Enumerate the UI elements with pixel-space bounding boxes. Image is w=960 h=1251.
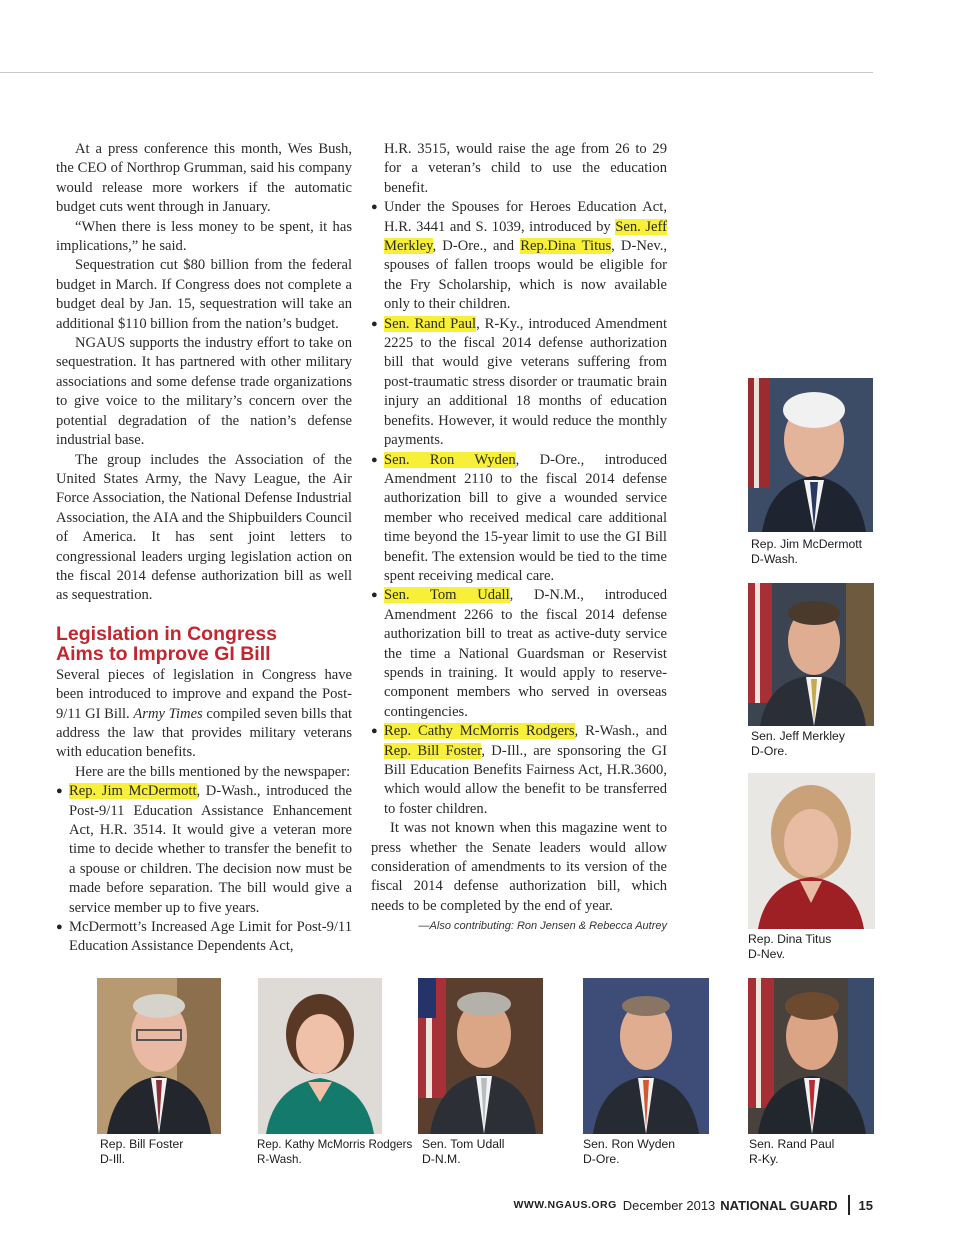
photo-caption: Sen. Ron Wyden D-Ore. (583, 1137, 676, 1166)
bill-list-continued (371, 140, 667, 819)
list-item: ● McDermott’s Increased Age Limit for Post-9/11 Education Assistance Dependents Act, (56, 918, 352, 957)
highlighted-name: Sen. Tom Udall (384, 587, 510, 604)
highlighted-name: Sen. Rand Paul (384, 315, 477, 332)
portrait-paul (748, 978, 874, 1134)
portrait-merkley (748, 583, 874, 726)
list-intro: Here are the bills mentioned by the newspaper: (75, 763, 351, 780)
highlighted-name: Sen. Ron Wyden (384, 451, 516, 468)
photo-caption: Rep. Kathy McMorris Rodgers R-Wash. (257, 1138, 413, 1166)
list-item-continuation: H.R. 3515, would raise the age from 26 to 29 for a veteran’s child to use the education benefit. (384, 141, 667, 196)
article-column-1 (56, 140, 352, 957)
list-item: ● Sen. Ron Wyden, D-Ore., introduced Amendment 2110 to the fiscal 2014 defense authorization bill to give a wounded service member who received medical care additional time beyond the 15-year limit to use the GI Bill benefit. The extension would be tied to the time spent receiving medical care. (371, 451, 667, 587)
list-item: ● Under the Spouses for Heroes Education Act, H.R. 3441 and S. 1039, introduced by Sen. Jeff Merkley, D-Ore., and Rep.Dina Titus, D-Nev., spouses of fallen troops would be eligible for the Fry Scholarship, which is now available only to their children. (371, 198, 667, 314)
body-paragraph: NGAUS supports the industry effort to take on sequestration. It has partnered with other military associations and some defense trade organizations to give voice to the military’s concern over the potential degradation of the nation’s defense industrial base. (56, 335, 352, 449)
photo-caption: Sen. Jeff Merkley D-Ore. (751, 729, 845, 758)
section-heading-line1: Legislation in Congress (56, 622, 278, 645)
photo-caption: Sen. Rand Paul R-Ky. (749, 1137, 835, 1166)
publication-name: Army Times (133, 705, 203, 722)
contributor-credit: —Also contributing: Ron Jensen & Rebecca Autrey (418, 920, 667, 933)
highlighted-name: Rep.Dina Titus (520, 238, 612, 255)
body-paragraph: “When there is less money to be spent, it has implications,” he said. (56, 218, 352, 255)
portrait-rodgers (258, 978, 382, 1134)
highlighted-name: Rep. Bill Foster (384, 742, 482, 759)
body-paragraph: The group includes the Association of the United States Army, the Navy League, the Air Force Association, the National Defense Industrial Association, the AIA and the Shipbuilders Council of America. It has sent joint letters to congressional leaders urging legislation action on the fiscal 2014 defense authorization bill as well as sequestration. (56, 451, 352, 604)
list-item: ● Sen. Rand Paul, R-Ky., introduced Amendment 2225 to the fiscal 2014 defense authorization bill that would give veterans suffering from post-traumatic stress disorder or traumatic brain injury an additional 18 months of education benefits. However, it would reduce the monthly payments. (371, 315, 667, 451)
footer-magazine: NATIONAL GUARD (720, 1197, 838, 1213)
article-column-2 (371, 140, 667, 937)
body-paragraph: At a press conference this month, Wes Bush, the CEO of Northrop Grumman, said his company would release more workers if the automatic budget cuts went through in January. (56, 141, 352, 216)
photo-caption: Rep. Bill Foster D-Ill. (100, 1137, 184, 1166)
photo-caption: Rep. Dina Titus D-Nev. (748, 932, 832, 961)
footer-divider (848, 1195, 850, 1215)
closing-paragraph: It was not known when this magazine went to press whether the Senate leaders would allow consideration of amendments to its version of the fiscal 2014 defense authorization bill, which needs to be completed by the end of year. (371, 820, 667, 914)
list-item: ● Rep. Jim McDermott, D-Wash., introduced the Post-9/11 Education Assistance Enhancement Act, H.R. 3514. It would give a veteran more time to decide whether to transfer the benefit to a spouse or children. The decision now must be made before separation. The bill would give a service member up to five years. (56, 782, 352, 918)
bill-list (56, 782, 352, 957)
section-heading (56, 624, 352, 664)
intro-paragraph: Several pieces of legislation in Congress have been introduced to improve and expand the Post-9/11 GI Bill. Army Times compiled seven bills that address the law that provides military veterans with education benefits. (56, 666, 353, 761)
highlighted-name: Rep. Cathy McMorris Rodgers (384, 723, 575, 740)
page-footer (513, 1195, 873, 1215)
highlighted-name: Sen. Jeff Merkley (384, 218, 667, 255)
page-number: 15 (858, 1197, 873, 1213)
photo-caption: Sen. Tom Udall D-N.M. (422, 1137, 505, 1166)
portrait-titus (748, 773, 875, 929)
top-rule (0, 72, 873, 73)
footer-url: WWW.NGAUS.ORG (513, 1199, 617, 1211)
highlighted-name: Rep. Jim McDermott (69, 783, 197, 800)
list-item: ● Sen. Tom Udall, D-N.M., introduced Amendment 2266 to the fiscal 2014 defense authorization bill to treat as active-duty service the time a National Guardsman or Reservist spends in training. It would apply to reserve-component members who served in overseas contingencies. (371, 586, 667, 722)
portrait-wyden (583, 978, 709, 1134)
list-item: ● Rep. Cathy McMorris Rodgers, R-Wash., and Rep. Bill Foster, D-Ill., are sponsoring the GI Bill Education Benefits Fairness Act, H.R.3600, which would allow the benefit to be transferred to foster children. (371, 722, 667, 819)
portrait-foster (97, 978, 221, 1134)
body-paragraph: Sequestration cut $80 billion from the federal budget in March. If Congress does not complete a budget deal by Jan. 15, sequestration will take an additional $110 billion from the nation’s budget. (56, 257, 352, 332)
photo-caption: Rep. Jim McDermott D-Wash. (751, 537, 863, 566)
section-heading-line2: Aims to Improve GI Bill (56, 642, 271, 665)
portrait-mcdermott (748, 378, 873, 532)
portrait-udall (418, 978, 543, 1134)
footer-date: December 2013 (622, 1197, 716, 1213)
